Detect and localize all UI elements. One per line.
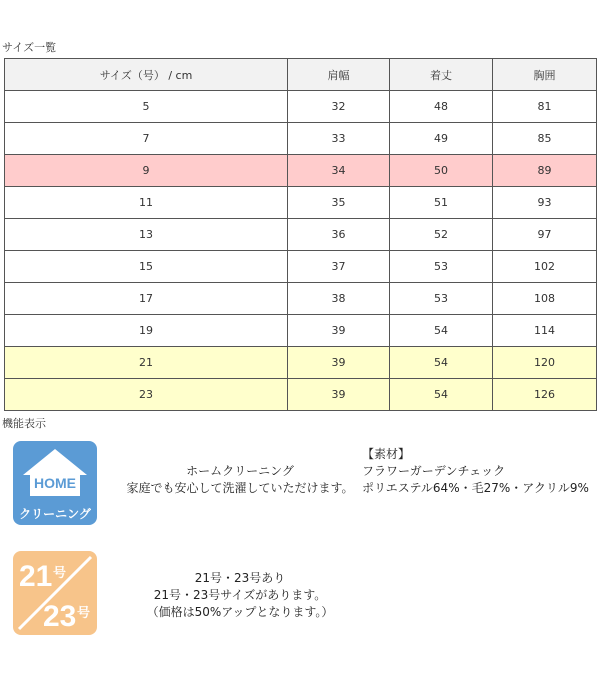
size-desc-line2: 21号・23号サイズがあります。 (153, 588, 327, 602)
cell-chest: 89 (493, 155, 597, 187)
size-badge-num2: 23 (43, 600, 77, 633)
cell-shoulder: 36 (288, 219, 390, 251)
table-body (5, 91, 597, 411)
large-size-description (120, 570, 360, 621)
cell-shoulder: 39 (288, 347, 390, 379)
table-row (5, 219, 597, 251)
table-row (5, 123, 597, 155)
cell-size: 21 (5, 347, 288, 379)
cell-length: 49 (390, 123, 493, 155)
home-badge-top-text: HOME (34, 475, 76, 491)
cell-length: 53 (390, 251, 493, 283)
cell-shoulder: 38 (288, 283, 390, 315)
cell-length: 54 (390, 347, 493, 379)
cell-length: 48 (390, 91, 493, 123)
cell-shoulder: 35 (288, 187, 390, 219)
size-desc-line3: （価格は50%アップとなります。） (146, 605, 334, 619)
cell-shoulder: 37 (288, 251, 390, 283)
header-size: サイズ（号） / cm (5, 59, 288, 91)
table-row (5, 155, 597, 187)
size-desc-line1: 21号・23号あり (194, 571, 286, 585)
size-badge-unit1: 号 (53, 566, 67, 581)
cell-size: 19 (5, 315, 288, 347)
size-badge-num1: 21 (19, 560, 53, 593)
size-badge-unit2: 号 (77, 606, 91, 621)
cell-length: 54 (390, 315, 493, 347)
table-header-row (5, 59, 597, 91)
house-icon (13, 441, 97, 525)
feature-title: 機能表示 (2, 417, 46, 430)
cell-length: 51 (390, 187, 493, 219)
cell-shoulder: 33 (288, 123, 390, 155)
cell-size: 15 (5, 251, 288, 283)
header-length: 着丈 (390, 59, 493, 91)
material-info (362, 446, 589, 497)
cell-size: 7 (5, 123, 288, 155)
cell-chest: 85 (493, 123, 597, 155)
table-row (5, 251, 597, 283)
table-row (5, 187, 597, 219)
cell-chest: 102 (493, 251, 597, 283)
size-21-23-icon (13, 551, 97, 635)
size-table (4, 58, 597, 411)
header-chest: 胸囲 (493, 59, 597, 91)
cell-shoulder: 32 (288, 91, 390, 123)
table-row (5, 379, 597, 411)
large-size-badge (13, 551, 97, 635)
cell-length: 52 (390, 219, 493, 251)
cell-chest: 114 (493, 315, 597, 347)
home-cleaning-badge (13, 441, 97, 525)
cell-shoulder: 39 (288, 315, 390, 347)
cell-length: 50 (390, 155, 493, 187)
header-shoulder: 肩幅 (288, 59, 390, 91)
home-badge-bottom-text: クリーニング (19, 507, 91, 521)
cell-length: 53 (390, 283, 493, 315)
material-heading: 【素材】 (362, 447, 411, 461)
cell-chest: 81 (493, 91, 597, 123)
home-desc-line1: ホームクリーニング (186, 464, 294, 478)
cell-chest: 120 (493, 347, 597, 379)
material-line2: ポリエステル64%・毛27%・アクリル9% (362, 481, 589, 495)
cell-size: 9 (5, 155, 288, 187)
cell-chest: 93 (493, 187, 597, 219)
cell-chest: 108 (493, 283, 597, 315)
cell-size: 23 (5, 379, 288, 411)
cell-size: 13 (5, 219, 288, 251)
table-row (5, 347, 597, 379)
cell-size: 11 (5, 187, 288, 219)
table-row (5, 283, 597, 315)
table-row (5, 91, 597, 123)
material-line1: フラワーガーデンチェック (362, 464, 506, 478)
cell-chest: 126 (493, 379, 597, 411)
home-desc-line2: 家庭でも安心して洗濯していただけます。 (126, 481, 354, 495)
cell-shoulder: 39 (288, 379, 390, 411)
home-cleaning-description (110, 463, 370, 497)
cell-chest: 97 (493, 219, 597, 251)
cell-shoulder: 34 (288, 155, 390, 187)
cell-size: 17 (5, 283, 288, 315)
cell-length: 54 (390, 379, 493, 411)
table-row (5, 315, 597, 347)
cell-size: 5 (5, 91, 288, 123)
size-table-title: サイズ一覧 (2, 41, 57, 54)
